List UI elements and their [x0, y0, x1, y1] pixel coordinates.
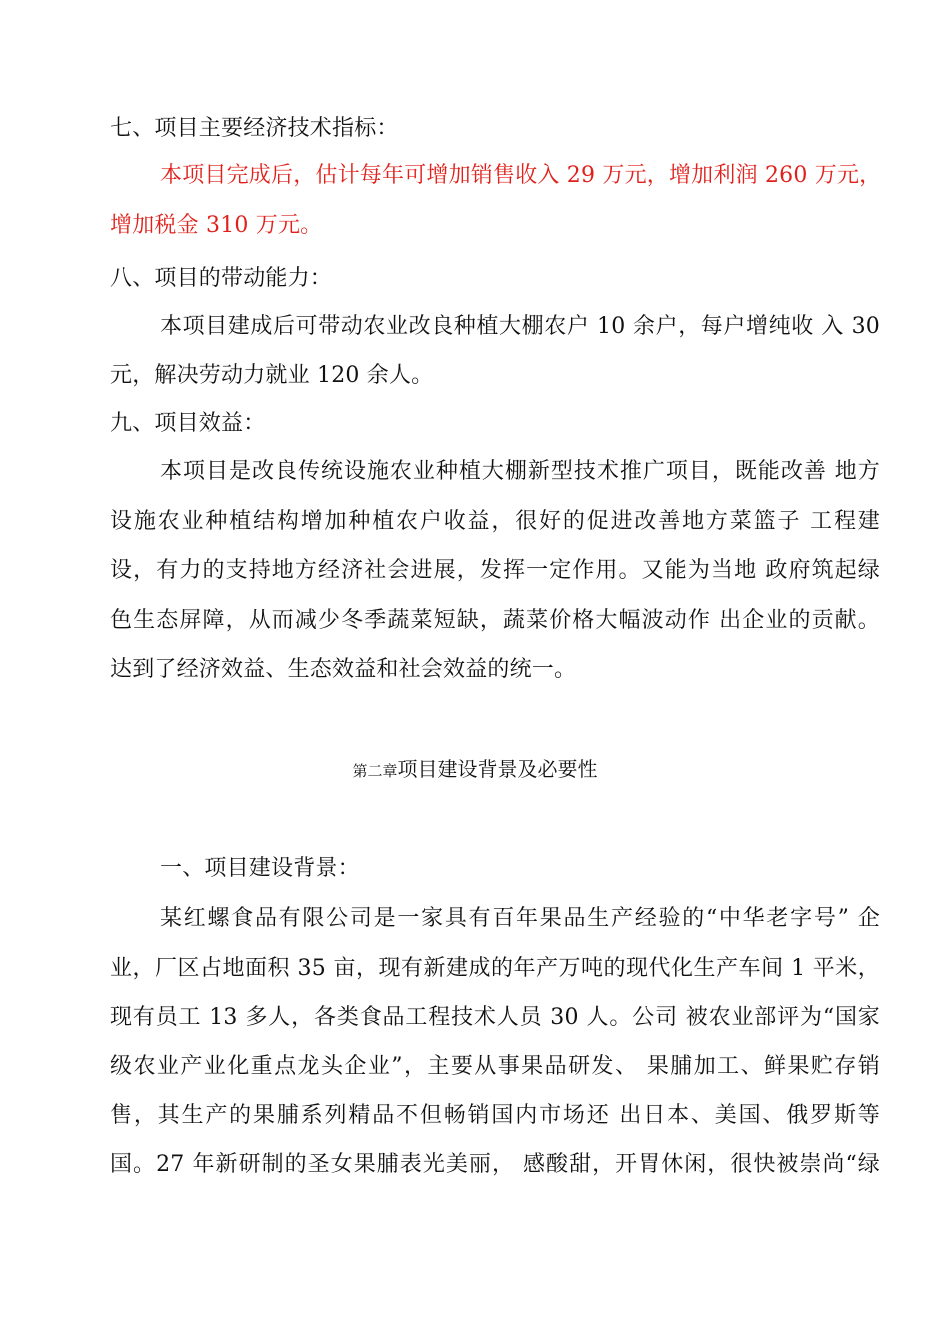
section-7-heading: 七、项目主要经济技术指标： — [110, 116, 399, 141]
section-8-body-line-2: 元，解决劳动力就业 120 余人。 — [110, 363, 434, 388]
chapter-2-title-prefix: 第二章 — [352, 762, 398, 780]
section-8-heading: 八、项目的带动能力： — [110, 266, 333, 291]
background-body-line: 国。27 年新研制的圣女果脯表光美丽， 感酸甜，开胃休闲，很快被崇尚“绿 — [110, 1152, 880, 1177]
background-body-line: 售，其生产的果脯系列精品不但畅销国内市场还 出日本、美国、俄罗斯等 — [110, 1103, 880, 1128]
background-body-line: 现有员工 13 多人，各类食品工程技术人员 30 人。公司 被农业部评为“国家 — [110, 1005, 880, 1030]
section-9-body-line: 色生态屏障，从而减少冬季蔬菜短缺，蔬菜价格大幅波动作 出企业的贡献。 — [110, 608, 880, 633]
background-heading: 一、项目建设背景： — [160, 856, 360, 881]
section-9-heading: 九、项目效益： — [110, 411, 266, 436]
section-9-body-line: 设，有力的支持地方经济社会进展，发挥一定作用。又能为当地 政府筑起绿 — [110, 558, 880, 583]
background-body-line: 某红螺食品有限公司是一家具有百年果品生产经验的“中华老字号” 企 — [160, 906, 880, 931]
section-9-body-line: 设施农业种植结构增加种植农户收益，很好的促进改善地方菜篮子 工程建 — [110, 509, 880, 534]
section-7-body-line-2: 增加税金 310 万元。 — [110, 213, 323, 238]
background-body-line: 业，厂区占地面积 35 亩，现有新建成的年产万吨的现代化生产车间 1 平米， — [110, 956, 880, 981]
section-7-body-line-1: 本项目完成后，估计每年可增加销售收入 29 万元，增加利润 260 万元， — [160, 163, 882, 188]
chapter-2-title — [0, 754, 950, 786]
section-9-body-line: 本项目是改良传统设施农业种植大棚新型技术推广项目，既能改善 地方 — [160, 459, 880, 484]
section-8-body-line-1: 本项目建成后可带动农业改良种植大棚农户 10 余户，每户增纯收 入 30 — [160, 314, 880, 339]
background-body-line: 级农业产业化重点龙头企业”，主要从事果品研发、 果脯加工、鲜果贮存销 — [110, 1054, 880, 1079]
chapter-2-title-text: 项目建设背景及必要性 — [397, 757, 598, 781]
section-9-body-line: 达到了经济效益、生态效益和社会效益的统一。 — [110, 657, 577, 682]
